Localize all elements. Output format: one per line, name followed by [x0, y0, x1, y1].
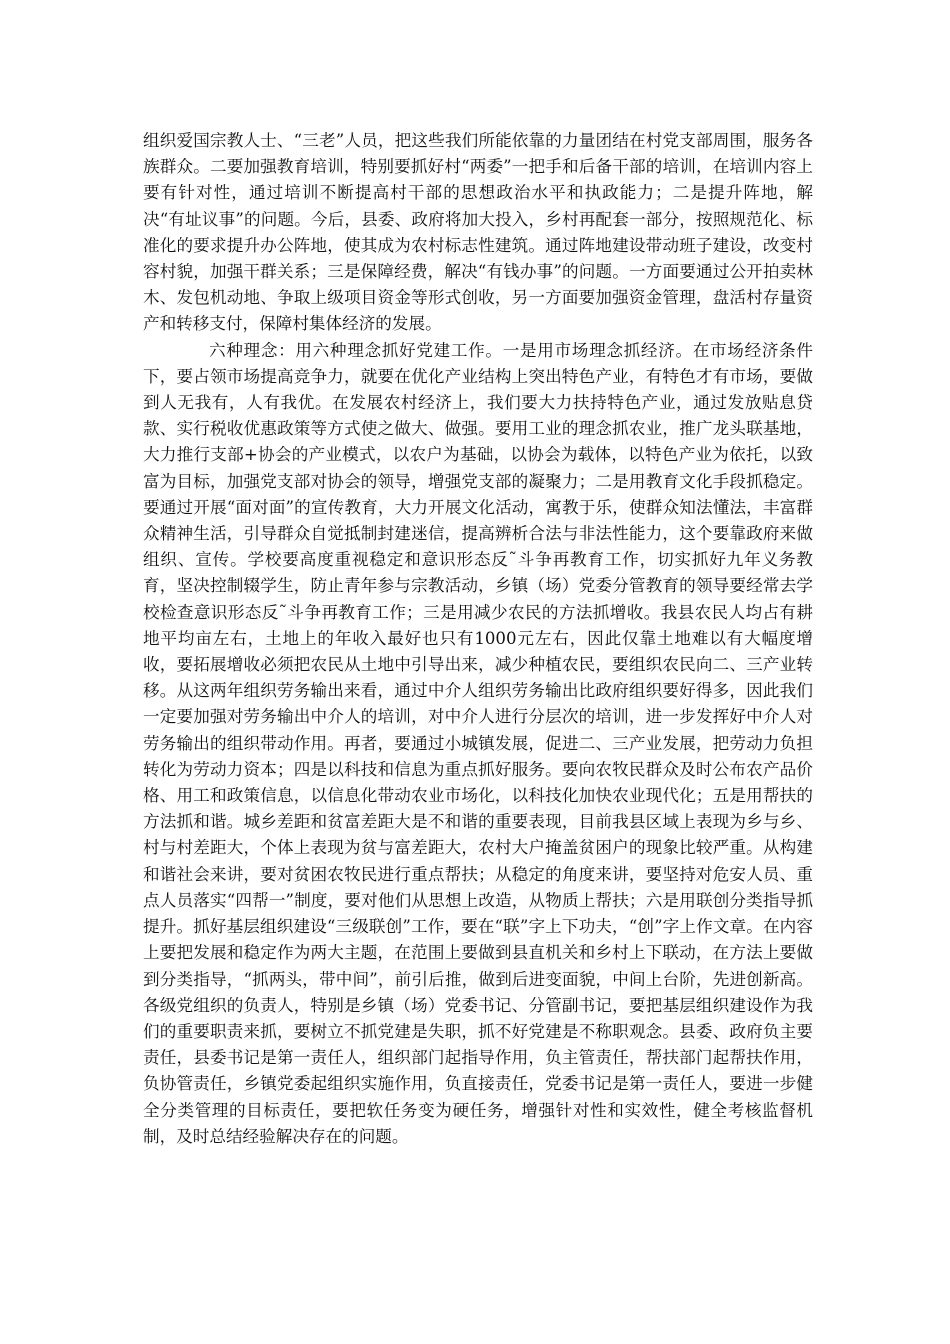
paragraph-six-concepts: 六种理念：用六种理念抓好党建工作。一是用市场理念抓经济。在市场经济条件下，要占领市场提高竞争力，就要在优化产业结构上突出特色产业，有特色才有市场，要做到人无我有，人有我优。在发展农村经济上，我们要大力扶持特色产业，通过发放贴息贷款、实行税收优惠政策等方式使之做大、做强。要用工业的理念抓农业，推广龙头联基地，大力推行支部+协会的产业模式，以农户为基础，以协会为载体，以特色产业为依托，以致富为目标，加强党支部对协会的领导，增强党支部的凝聚力；二是用教育文化手段抓稳定。要通过开展“面对面”的宣传教育，大力开展文化活动，寓教于乐，使群众知法懂法，丰富群众精神生活，引导群众自觉抵制封建迷信，提高辨析合法与非法性能力，这个要靠政府来做组织、宣传。学校要高度重视稳定和意识形态反˜斗争再教育工作，切实抓好九年义务教育，坚决控制辍学生，防止青年参与宗教活动，乡镇（场）党委分管教育的领导要经常去学校检查意识形态反˜斗争再教育工作；三是用减少农民的方法抓增收。我县农民人均占有耕地平均亩左右，土地上的年收入最好也只有1000元左右，因此仅靠土地难以有大幅度增收，要拓展增收必须把农民从土地中引导出来，减少种植农民，要组织农民向二、三产业转移。从这两年组织劳务输出来看，通过中介人组织劳务输出比政府组织要好得多，因此我们一定要加强对劳务输出中介人的培训，对中介人进行分层次的培训，进一步发挥好中介人对劳务输出的组织带动作用。再者，要通过小城镇发展，促进二、三产业发展，把劳动力负担转化为劳动力资本；四是以科技和信息为重点抓好服务。要向农牧民群众及时公布农产品价格、用工和政策信息，以信息化带动农业市场化，以科技化加快农业现代化；五是用帮扶的方法抓和谐。城乡差距和贫富差距大是不和谐的重要表现，目前我县区域上表现为乡与乡、村与村差距大，个体上表现为贫与富差距大，农村大户掩盖贫困户的现象比较严重。从构建和谐社会来讲，要对贫困农牧民进行重点帮扶；从稳定的角度来讲，要坚持对危安人员、重点人员落实“四帮一”制度，要对他们从思想上改造，从物质上帮扶；六是用联创分类指导抓提升。抓好基层组织建设“三级联创”工作，要在“联”字上下功夫，“创”字上作文章。在内容上要把发展和稳定作为两大主题，在范围上要做到县直机关和乡村上下联动，在方法上要做到分类指导，“抓两头，带中间”，前引后推，做到后进变面貌，中间上台阶，先进创新高。各级党组织的负责人，特别是乡镇（场）党委书记、分管副书记，要把基层组织建设作为我们的重要职责来抓，要树立不抓党建是失职，抓不好党建是不称职观念。县委、政府负主要责任，县委书记是第一责任人，组织部门起指导作用，负主管责任，帮扶部门起帮扶作用，负协管责任，乡镇党委起组织实施作用，负直接责任，党委书记是第一责任人，要进一步健全分类管理的目标责任，要把软任务变为硬任务，增强针对性和实效性，健全考核监督机制，及时总结经验解决存在的问题。 — [143, 340, 813, 1146]
paragraph-continuation: 组织爱国宗教人士、“三老”人员，把这些我们所能依靠的力量团结在村党支部周围，服务各族群众。二要加强教育培训，特别要抓好村“两委”一把手和后备干部的培训，在培训内容上要有针对性，通过培训不断提高村干部的思想政治水平和执政能力；二是提升阵地，解决“有址议事”的问题。今后，县委、政府将加大投入，乡村再配套一部分，按照规范化、标准化的要求提升办公阵地，使其成为农村标志性建筑。通过阵地建设带动班子建设，改变村容村貌，加强干群关系；三是保障经费，解决“有钱办事”的问题。一方面要通过公开拍卖林木、发包机动地、争取上级项目资金等形式创收，另一方面要加强资金管理，盘活村存量资产和转移支付，保障村集体经济的发展。 — [143, 131, 813, 334]
document-body — [143, 128, 813, 1150]
